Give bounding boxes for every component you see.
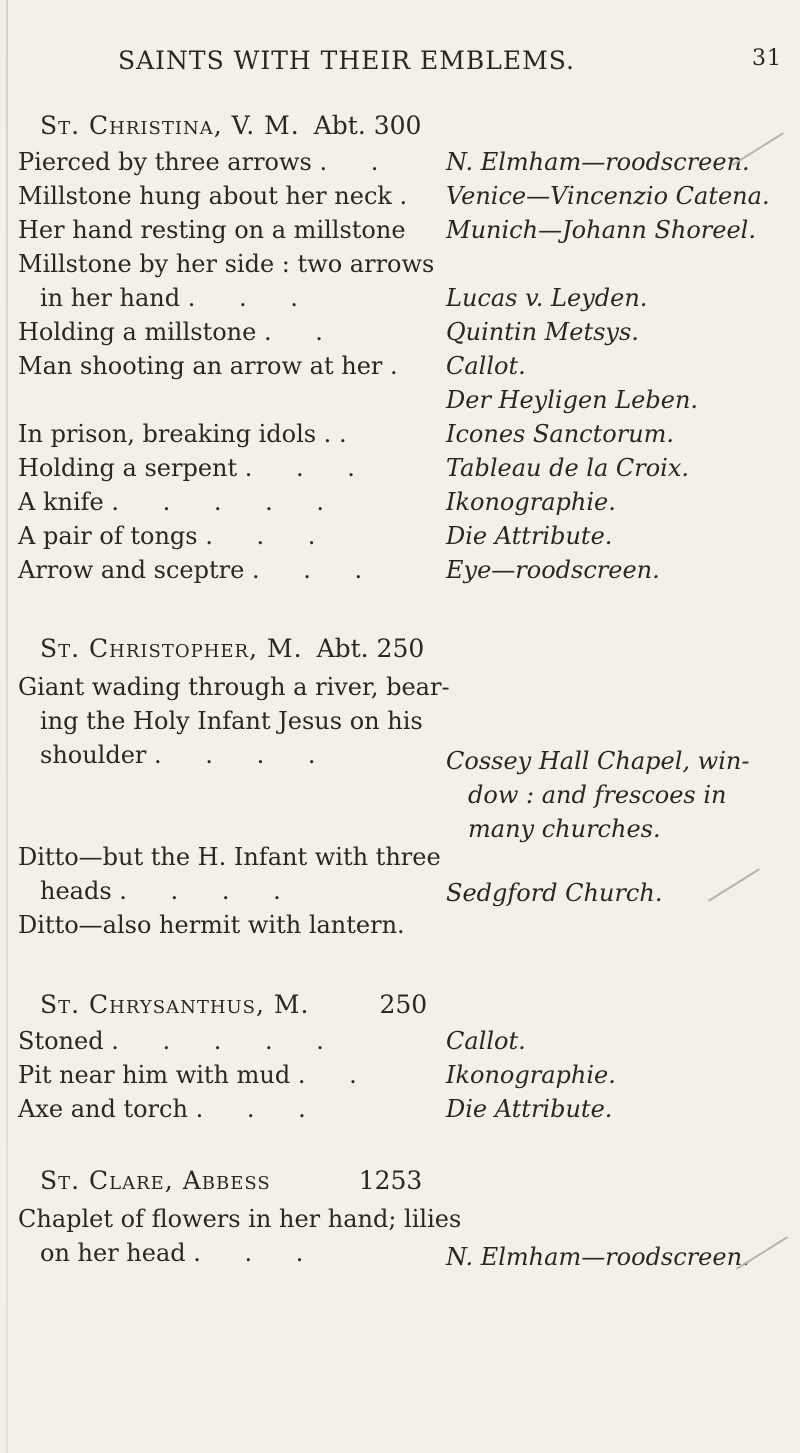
saint-date: 1253 xyxy=(358,1166,423,1195)
emblem-row xyxy=(18,179,438,213)
source-text: Cossey Hall Chapel, win- xyxy=(446,747,750,775)
page-edge xyxy=(6,0,8,1453)
source-text: Munich—Johann Shoreel. xyxy=(446,216,756,244)
saint-heading xyxy=(40,1166,422,1195)
emblem-text: heads xyxy=(40,877,112,905)
leader-dots: . . xyxy=(263,318,341,346)
emblem-row xyxy=(40,1236,460,1270)
source-text: Ikonographie. xyxy=(446,488,616,516)
emblem-text: Giant wading through a river, bear- xyxy=(18,673,450,701)
emblem-text: Chaplet of flowers in her hand; lilies xyxy=(18,1205,462,1233)
saint-heading xyxy=(40,990,427,1019)
emblem-row xyxy=(40,738,460,772)
emblem-row xyxy=(40,704,460,738)
emblem-text: Holding a serpent xyxy=(18,454,238,482)
emblem-row xyxy=(18,553,438,587)
leader-dots: . xyxy=(338,420,365,448)
leader-dots: . . . xyxy=(195,1095,324,1123)
saint-date: 250 xyxy=(379,990,428,1019)
emblem-text: in her hand xyxy=(40,284,181,312)
leader-dots: . . xyxy=(319,148,397,176)
emblem-row xyxy=(18,840,441,874)
emblem-row xyxy=(18,670,450,704)
source-text: Callot. xyxy=(446,352,526,380)
emblem-row xyxy=(18,1202,462,1236)
emblem-text: Holding a millstone xyxy=(18,318,257,346)
emblem-text: Ditto—but the H. Infant with three xyxy=(18,843,441,871)
leader-dots: . . . . xyxy=(119,877,299,905)
emblem-row xyxy=(18,1058,438,1092)
emblem-text: shoulder xyxy=(40,741,147,769)
source-text: Callot. xyxy=(446,1027,526,1055)
emblem-text: Millstone by her side : two arrows xyxy=(18,250,435,278)
emblem-row xyxy=(18,451,438,485)
saint-name: St. Chrysanthus, M. xyxy=(40,990,310,1019)
saint-name: St. Christina, V. M. xyxy=(40,111,300,140)
source-text: Lucas v. Leyden. xyxy=(446,284,648,312)
emblem-row xyxy=(18,908,438,942)
emblem-row xyxy=(18,1024,438,1058)
emblem-row xyxy=(18,485,438,519)
emblem-row xyxy=(40,874,460,908)
emblem-text: A pair of tongs xyxy=(18,522,198,550)
source-text: Sedgford Church. xyxy=(446,879,663,907)
source-text: Icones Sanctorum. xyxy=(446,420,675,448)
emblem-row xyxy=(18,247,438,281)
leader-dots: . xyxy=(390,352,416,380)
emblem-text: Her hand resting on a millstone xyxy=(18,216,406,244)
source-text: Quintin Metsys. xyxy=(446,318,639,346)
leader-dots: . . . . . xyxy=(111,1027,342,1055)
emblem-text: on her head xyxy=(40,1239,186,1267)
source-text: N. Elmham—roodscreen. xyxy=(446,148,750,176)
saint-name: St. Christopher, M. xyxy=(40,634,303,663)
emblem-row xyxy=(40,281,460,315)
emblem-text: Pierced by three arrows xyxy=(18,148,312,176)
saint-heading xyxy=(40,111,421,140)
emblem-text: ing the Holy Infant Jesus on his xyxy=(40,707,423,735)
emblem-row xyxy=(18,145,438,179)
leader-dots: . . . xyxy=(187,284,316,312)
emblem-row xyxy=(18,1092,438,1126)
source-text: dow : and frescoes in xyxy=(468,781,727,809)
leader-dots: . . . xyxy=(251,556,381,584)
emblem-text: Ditto—also hermit with lantern. xyxy=(18,911,405,939)
source-text: Der Heyligen Leben. xyxy=(446,386,699,414)
emblem-text: Man shooting an arrow at her xyxy=(18,352,383,380)
emblem-text: Arrow and sceptre xyxy=(18,556,245,584)
emblem-row xyxy=(18,519,438,553)
emblem-text: A knife xyxy=(18,488,104,516)
emblem-row xyxy=(18,417,438,451)
source-text: Die Attribute. xyxy=(446,1095,613,1123)
leader-dots: . . . . . xyxy=(111,488,343,516)
leader-dots: . . . xyxy=(205,522,334,550)
leader-dots: . . . xyxy=(193,1239,322,1267)
leader-dots: . . . . xyxy=(154,741,334,769)
emblem-row xyxy=(18,349,438,383)
saint-name: St. Clare, Abbess xyxy=(40,1166,271,1195)
emblem-text: Pit near him with mud xyxy=(18,1061,291,1089)
emblem-text: Stoned xyxy=(18,1027,104,1055)
emblem-text: In prison, breaking idols . xyxy=(18,420,332,448)
source-text: N. Elmham—roodscreen. xyxy=(446,1243,750,1271)
source-text: Tableau de la Croix. xyxy=(446,454,690,482)
source-text: Eye—roodscreen. xyxy=(446,556,660,584)
saint-date: Abt. 300 xyxy=(313,111,422,140)
header-title: SAINTS WITH THEIR EMBLEMS. xyxy=(118,46,575,75)
pencil-mark xyxy=(708,868,760,901)
emblem-row xyxy=(18,213,438,247)
leader-dots: . . . xyxy=(244,454,373,482)
source-text: Ikonographie. xyxy=(446,1061,616,1089)
emblem-row xyxy=(18,315,438,349)
saint-date: Abt. 250 xyxy=(316,634,425,663)
emblem-text: Millstone hung about her neck . xyxy=(18,182,408,210)
emblem-text: Axe and torch xyxy=(18,1095,188,1123)
source-text: Die Attribute. xyxy=(446,522,613,550)
page-number: 31 xyxy=(752,46,782,71)
source-text: many churches. xyxy=(468,815,661,843)
leader-dots: . . xyxy=(297,1061,375,1089)
source-text: Venice—Vincenzio Catena. xyxy=(446,182,770,210)
saint-heading xyxy=(40,634,424,663)
